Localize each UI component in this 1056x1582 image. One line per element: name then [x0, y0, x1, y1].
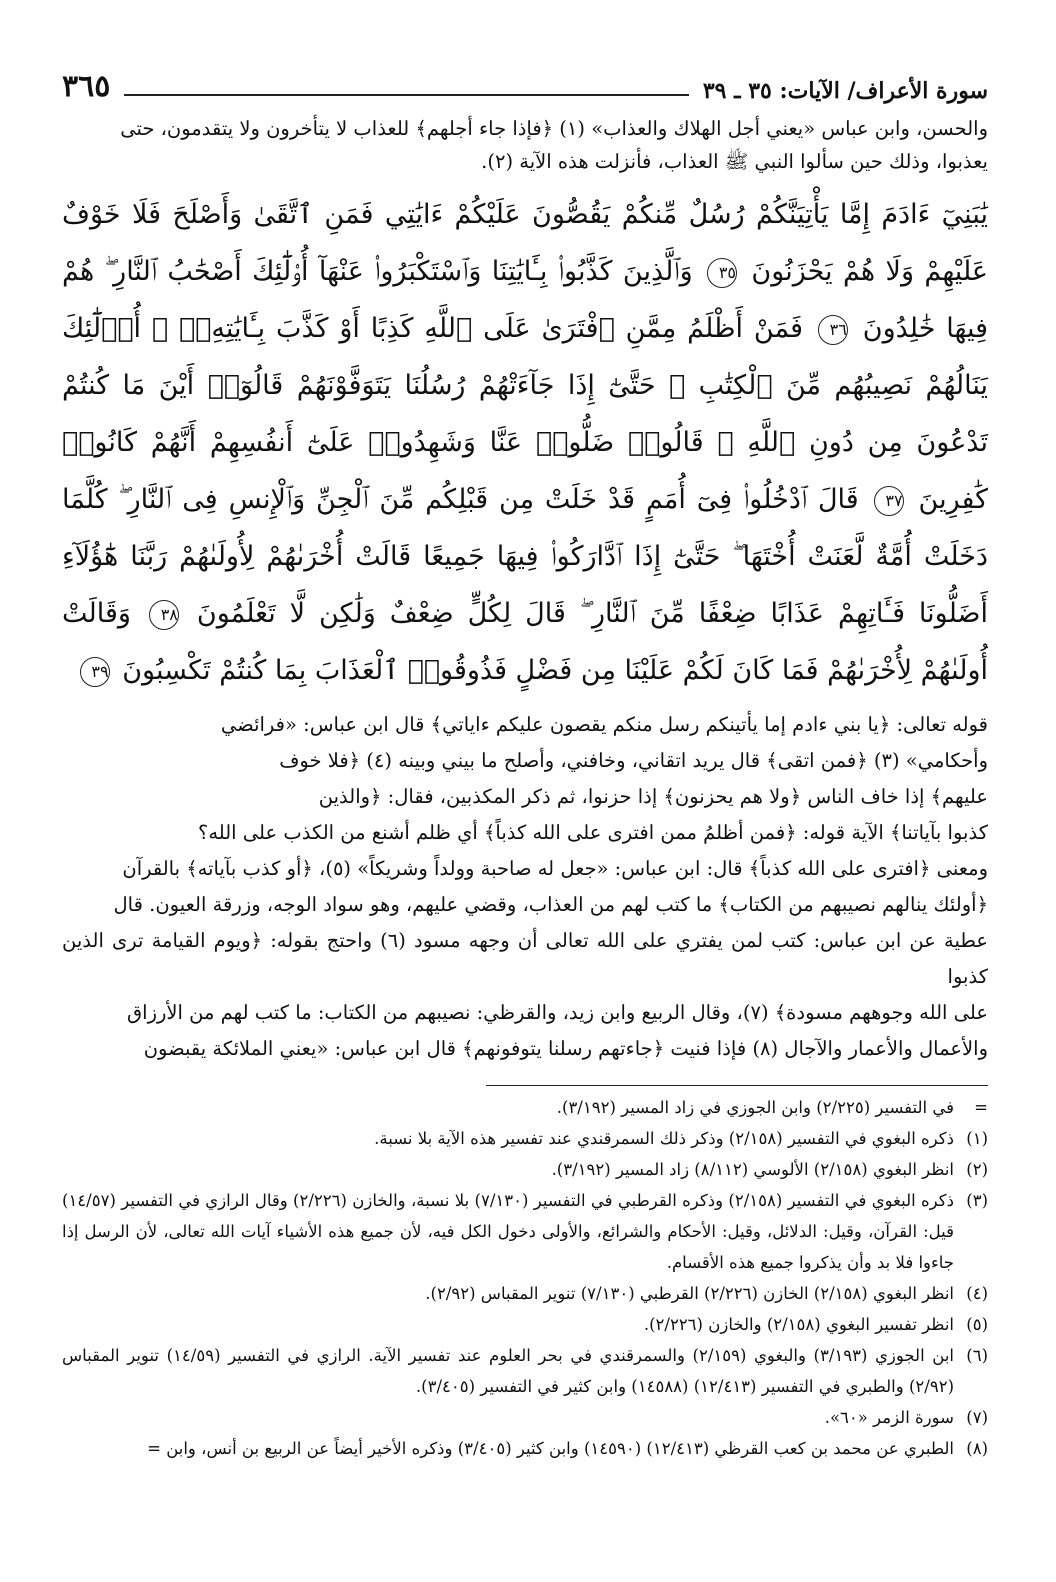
footnote-text: في التفسير (٢/٢٢٥) وابن الجوزي في زاد المسير (٣/١٩٢). — [556, 1098, 954, 1117]
footnote-number: (٦) — [966, 1346, 988, 1365]
ayah-number-marker: ٣٦ — [818, 315, 848, 345]
footnote — [62, 1402, 988, 1433]
footnote-text: انظر تفسير البغوي (٢/١٥٨) والخازن (٢/٢٢٦). — [643, 1315, 954, 1334]
footnote — [62, 1309, 988, 1340]
ayah-number-marker: ٣٥ — [707, 258, 737, 288]
verse-text: وَقَالَتْ أُولَىٰهُمْ لِأُخْرَىٰهُمْ فَمَا كَانَ لَكُمْ عَلَيْنَا مِن فَضْلٍ فَذُوقُوا۟ ٱلْعَذَابَ بِمَا كُنتُمْ تَكْسِبُونَ — [62, 598, 988, 686]
commentary-line: على الله وجوههم مسودة﴾ (٧)، وقال الربيع وابن زيد، والقرظي: نصيبهم من الكتاب: ما كتب لهم من الأرزاق — [127, 1001, 988, 1024]
footnote-number: (٨) — [966, 1439, 988, 1458]
footnote-number: (١) — [966, 1129, 988, 1148]
surah-title: سورة الأعراف/ الآيات: ٣٥ ـ ٣٩ — [702, 78, 988, 104]
page-number: ٣٦٥ — [62, 69, 111, 104]
commentary-line: والأعمال والأعمار والآجال (٨) فإذا فنيت ﴿جاءتهم رسلنا يتوفونهم﴾ قال ابن عباس: «يعني الملائكة يقبضون — [143, 1037, 988, 1060]
footnote-text: ذكره البغوي في التفسير (٢/١٥٨) وذكره القرطبي في التفسير (٧/١٣٠) بلا نسبة، والخازن (٢/٢٢٦) وقال الرازي في التفسير (١٤/٥٧) قيل: القرآن، وقيل: الدلائل، وقيل: الأحكام والشرائع، والأولى دخول الكل فيه، لأن جميع هذه الأشياء آيات الله تعالى، لأن الرسل إذا جاءوا فلا بد وأن يذكروا جميع هذه الأقسام. — [62, 1191, 954, 1272]
verse-text: فَمَنْ أَظْلَمُ مِمَّنِ ٱفْتَرَىٰ عَلَى ٱللَّهِ كَذِبًا أَوْ كَذَّبَ بِـَٔايَٰتِهِۦٓ ۚ أُو۟لَٰٓئِكَ يَنَالُهُمْ نَصِيبُهُم مِّنَ ٱلْكِتَٰبِ ۖ حَتَّىٰٓ إِذَا جَآءَتْهُمْ رُسُلُنَا يَتَوَفَّوْنَهُمْ قَالُوٓا۟ أَيْنَ مَا كُنتُمْ تَدْعُونَ مِن دُونِ ٱللَّهِ ۖ قَالُوا۟ ضَلُّوا۟ عَنَّا وَشَهِدُوا۟ عَلَىٰٓ أَنفُسِهِمْ أَنَّهُمْ كَانُوا۟ كَٰفِرِينَ — [62, 313, 988, 515]
footnote-number: = — [974, 1098, 988, 1117]
intro-line: والحسن، وابن عباس «يعني أجل الهلاك والعذاب» (١) ﴿فإذا جاء أجلهم﴾ للعذاب لا يتأخرون ولا يتقدمون، حتى — [120, 117, 988, 140]
footnote — [62, 1092, 988, 1123]
footnote-number: (٧) — [966, 1408, 988, 1427]
footnote-text: ذكره البغوي في التفسير (٢/١٥٨) وذكر ذلك السمرقندي عند تفسير هذه الآية بلا نسبة. — [374, 1129, 954, 1148]
commentary-paragraph — [62, 707, 988, 1067]
commentary-line: عطية عن ابن عباس: كتب لمن يفتري على الله تعالى أن وجهه مسود (٦) واحتج بقوله: ﴿ويوم القيامة ترى الذين كذبوا — [62, 929, 988, 988]
footnote-number: (٣) — [966, 1191, 988, 1210]
footnote-text: انظر البغوي (٢/١٥٨) الألوسي (٨/١١٢) زاد المسير (٣/١٩٢). — [551, 1160, 954, 1179]
footnote — [62, 1278, 988, 1309]
footnote-text: الطبري عن محمد بن كعب القرظي (١٢/٤١٣) (١٤٥٩٠) وابن كثير (٣/٤٠٥) وذكره الأخير أيضاً عن الربيع بن أنس، وابن = — [147, 1439, 954, 1458]
footnote-separator — [486, 1085, 988, 1086]
ayah-number-marker: ٣٩ — [80, 657, 110, 687]
footnote — [62, 1154, 988, 1185]
quran-verses — [62, 186, 988, 699]
ayah-number-marker: ٣٨ — [149, 600, 179, 630]
footnote-number: (٥) — [966, 1315, 988, 1334]
footnote-number: (٢) — [966, 1160, 988, 1179]
footnote — [62, 1185, 988, 1278]
commentary-line: عليهم﴾ إذا خاف الناس ﴿ولا هم يحزنون﴾ إذا حزنوا، ثم ذكر المكذبين، فقال: ﴿والذين — [318, 785, 988, 808]
footnote-text: ابن الجوزي (٣/١٩٣) والبغوي (٢/١٥٩) والسمرقندي في بحر العلوم عند تفسير الآية. الرازي في التفسير (١٤/٥٩) تنوير المقباس (٢/٩٢) والطبري في التفسير (١٢/٤١٣) (١٤٥٨٨) وابن كثير في التفسير (٣/٤٠٥). — [62, 1346, 954, 1396]
commentary-line: وأحكامي» (٣) ﴿فمن اتقى﴾ قال يريد اتقاني، وخافني، وأصلح ما بيني وبينه (٤) ﴿فلا خوف — [279, 749, 988, 772]
footnote — [62, 1123, 988, 1154]
running-header — [62, 60, 988, 104]
footnote-text: سورة الزمر «٦٠». — [824, 1408, 954, 1427]
verse-text: قَالَ ٱدْخُلُوا۟ فِىٓ أُمَمٍ قَدْ خَلَتْ مِن قَبْلِكُم مِّنَ ٱلْجِنِّ وَٱلْإِنسِ فِى ٱلنَّارِ ۖ كُلَّمَا دَخَلَتْ أُمَّةٌ لَّعَنَتْ أُخْتَهَا ۖ حَتَّىٰٓ إِذَا ٱدَّارَكُوا۟ فِيهَا جَمِيعًا قَالَتْ أُخْرَىٰهُمْ لِأُولَىٰهُمْ رَبَّنَا هَٰٓؤُلَآءِ أَضَلُّونَا فَـَٔاتِهِمْ عَذَابًا ضِعْفًا مِّنَ ٱلنَّارِ ۖ قَالَ لِكُلٍّ ضِعْفٌ وَلَٰكِن لَّا تَعْلَمُونَ — [62, 484, 988, 629]
footnote — [62, 1340, 988, 1402]
intro-paragraph — [62, 112, 988, 178]
footnote-text: انظر البغوي (٢/١٥٨) الخازن (٢/٢٢٦) القرطبي (٧/١٣٠) تنوير المقباس (٢/٩٢). — [425, 1284, 954, 1303]
ayah-number-marker: ٣٧ — [874, 486, 904, 516]
footnotes — [62, 1092, 988, 1464]
verse-text: يَٰبَنِيٓ ءَادَمَ إِمَّا يَأْتِيَنَّكُمْ رُسُلٌ مِّنكُمْ يَقُصُّونَ عَلَيْكُمْ ءَايَٰتِي فَمَنِ ٱتَّقَىٰ وَأَصْلَحَ فَلَا خَوْفٌ عَلَيْهِمْ وَلَا هُمْ يَحْزَنُونَ — [62, 199, 988, 287]
verse-text: وَٱلَّذِينَ كَذَّبُوا۟ بِـَٔايَٰتِنَا وَٱسْتَكْبَرُوا۟ عَنْهَآ أُو۟لَٰٓئِكَ أَصْحَٰبُ ٱلنَّارِ ۖ هُمْ فِيهَا خَٰلِدُونَ — [62, 256, 988, 344]
commentary-line: ومعنى ﴿افترى على الله كذباً﴾ قال: ابن عباس: «جعل له صاحبة وولداً وشريكاً» (٥)، ﴿أو كذب بآياته﴾ بالقرآن — [122, 857, 988, 880]
footnote — [62, 1433, 988, 1464]
commentary-line: ﴿أولئك ينالهم نصيبهم من الكتاب﴾ ما كتب لهم من العذاب، وقضي عليهم، وهو سواد الوجه، وزرقة العيون. قال — [113, 893, 988, 916]
header-rule — [124, 94, 688, 96]
commentary-line: كذبوا بآياتنا﴾ الآية قوله: ﴿فمن أظلمُ ممن افترى على الله كذباً﴾ أي ظلم أشنع من الكذب على الله؟ — [197, 821, 988, 844]
commentary-line: قوله تعالى: ﴿يا بني ءادم إما يأتينكم رسل منكم يقصون عليكم ءاياتي﴾ قال ابن عباس: «فرائضي — [220, 713, 988, 736]
intro-line: يعذبوا، وذلك حين سألوا النبي ﷺ العذاب، فأنزلت هذه الآية (٢). — [481, 150, 988, 173]
footnote-number: (٤) — [966, 1284, 988, 1303]
